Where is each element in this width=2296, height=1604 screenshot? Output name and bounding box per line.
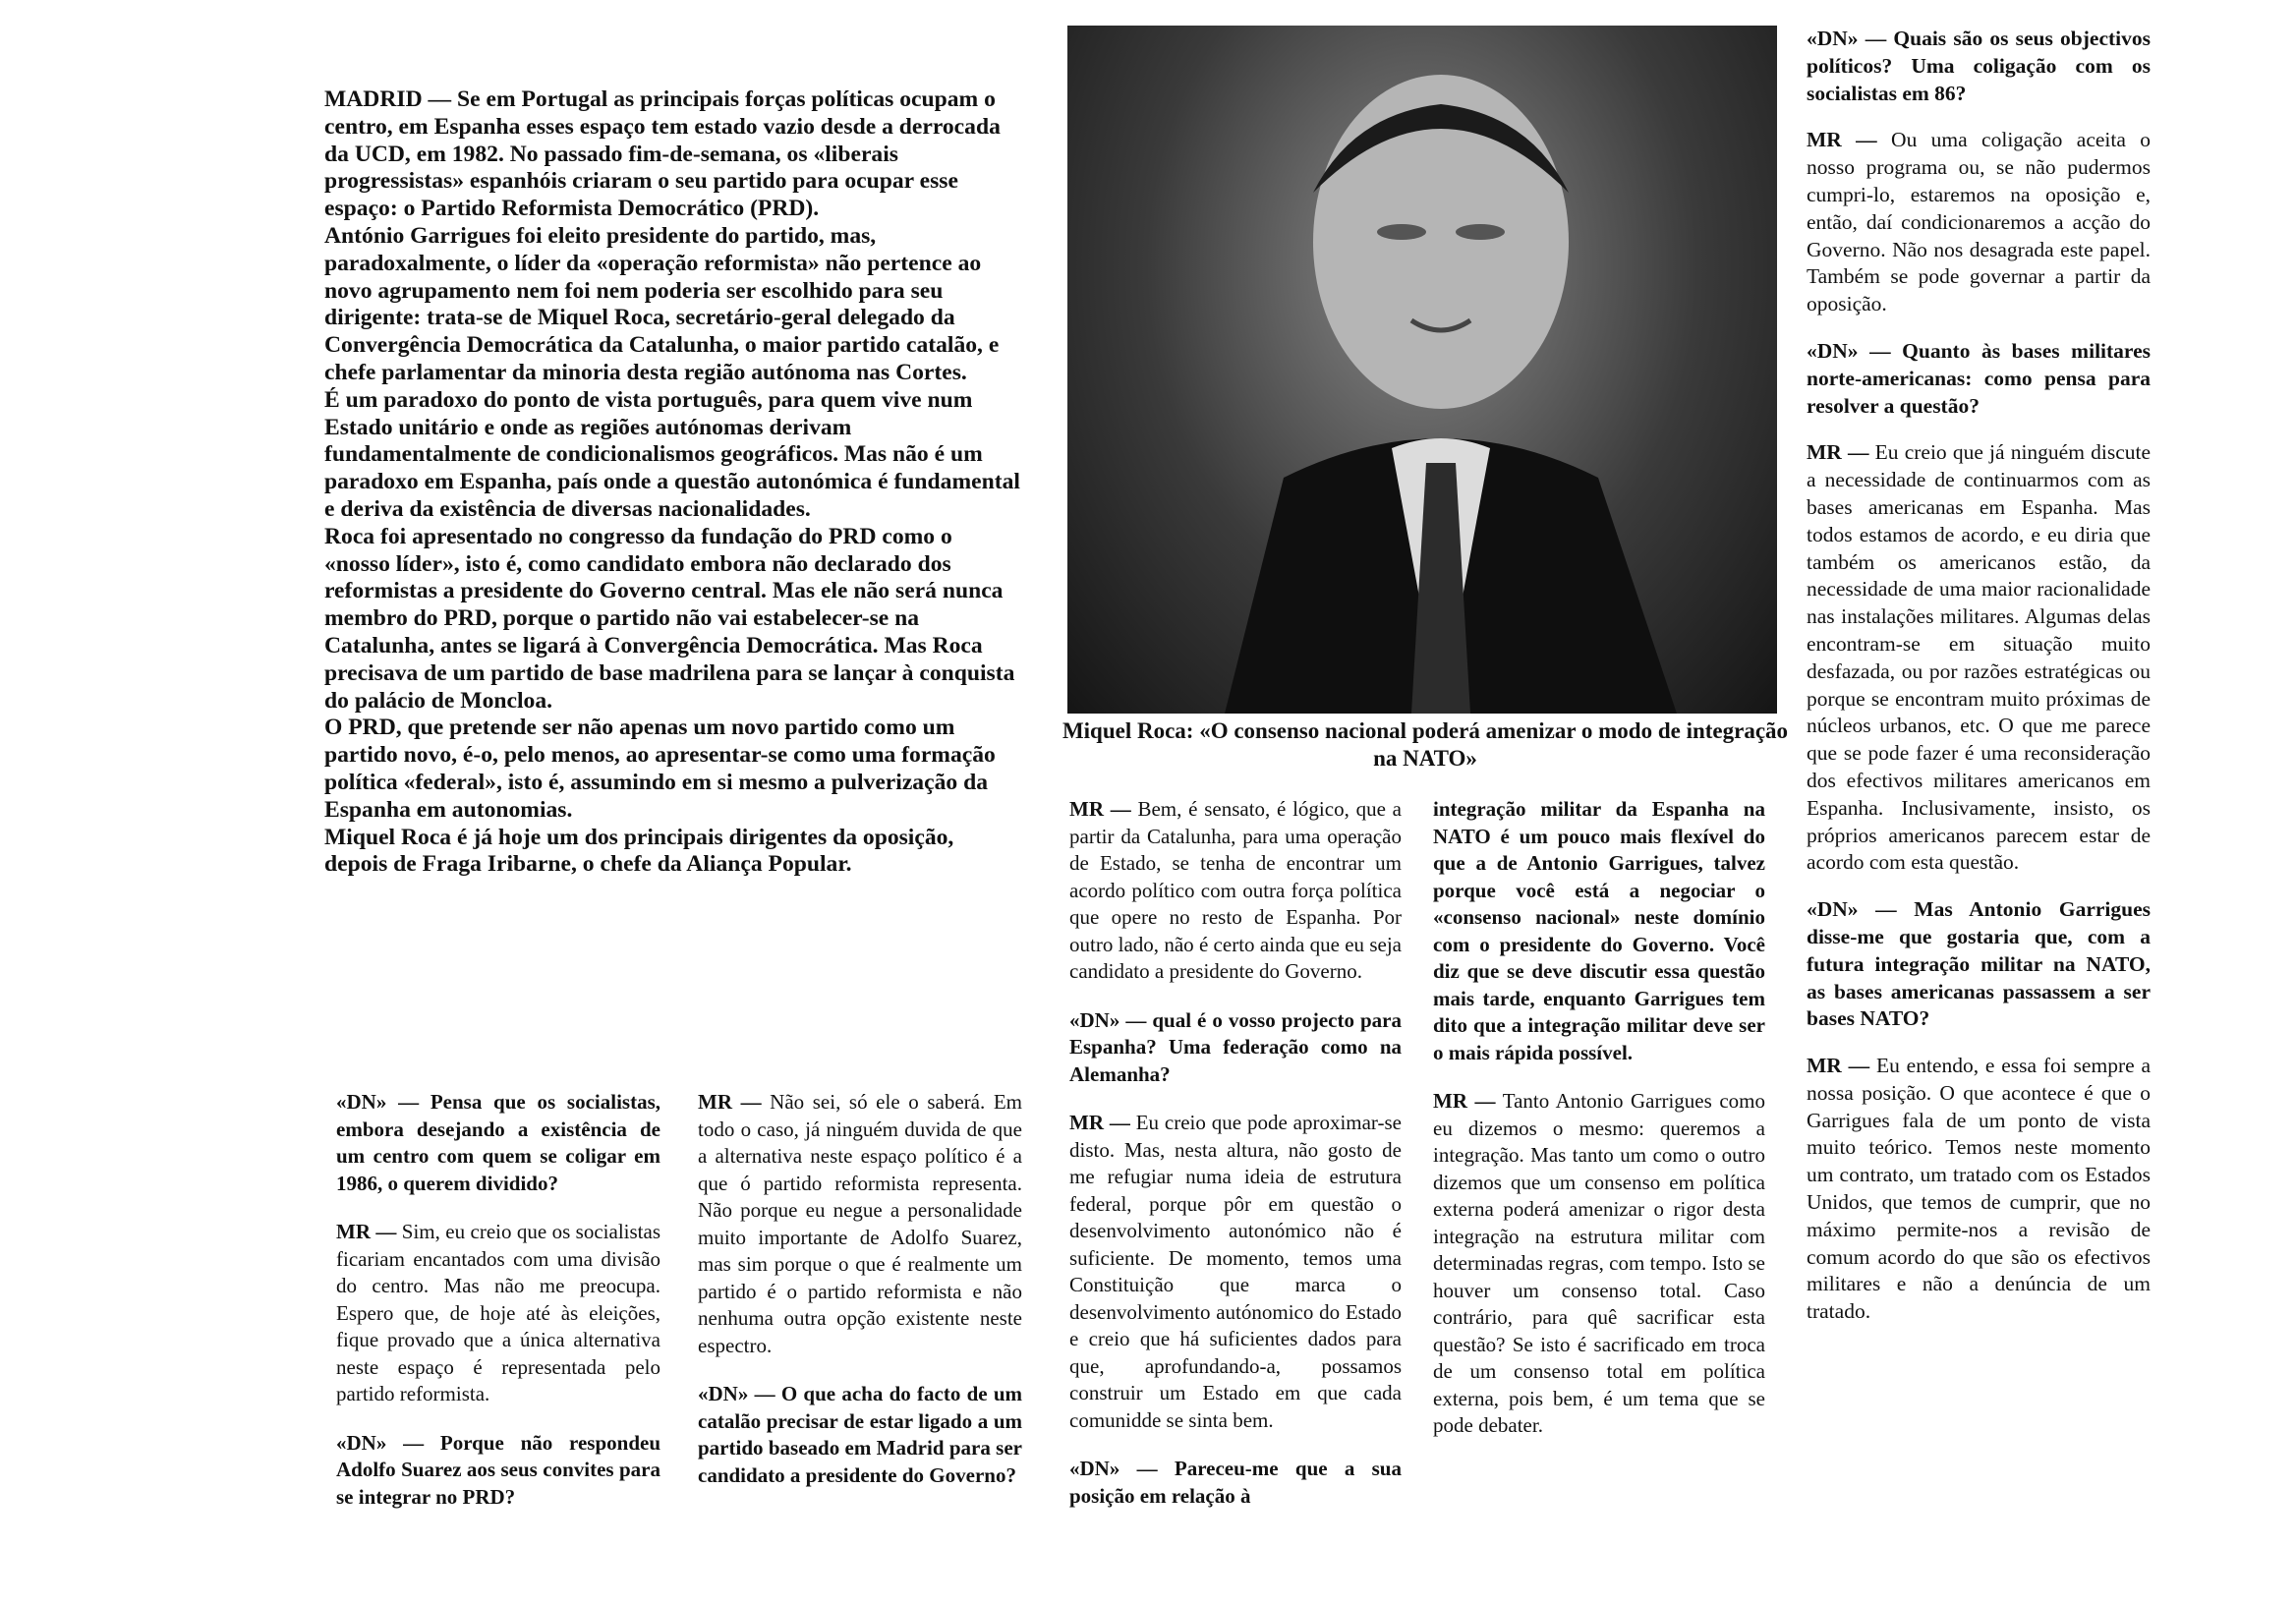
answer-text: Eu creio que já ninguém discute a necessidade de continuarmos com as bases americanas em Espanha. Mas todos estamos de acordo, e eu diria que também os americanos estão, da necessidade de uma maior racionalidade nas instalações militares. Algumas delas encontram-se em situação muito desfazada, ou por razões estratégicas ou porque se encontram muito próximas de núcleos urbanos, etc. O que me parece que se pode fazer é uma reconsideração dos efectivos militares americanos em Espanha. Inclusivamente, insisto, os próprios americanos parecem estar de acordo com esta questão.: [1807, 440, 2151, 875]
answer: [1069, 796, 1402, 986]
intro-paragraph: Roca foi apresentado no congresso da fundação do PRD como o «nosso líder», isto é, como candidato embora não declarado dos reformistas a presidente do Governo central. Mas ele não será nunca membro do PRD, porque o partido não vai estabelecer-se na Catalunha, antes se ligará à Convergência Democrática. Mas Roca precisava de um partido de base madrilena para se lançar à conquista do palácio de Moncloa.: [324, 523, 1015, 714]
question: «DN» — Pareceu-me que a sua posição em relação à: [1069, 1457, 1402, 1508]
answer: [1069, 1110, 1402, 1434]
photo-caption: Miquel Roca: «O consenso nacional poderá amenizar o modo de integração na NATO»: [1062, 718, 1789, 771]
intro-paragraph: MADRID — Se em Portugal as principais forças políticas ocupam o centro, em Espanha esses espaço tem estado vazio desde a derrocada da UCD, em 1982. No passado fim-de-semana, os «liberais progressistas» espanhóis criaram o seu partido para ocupar esse espaço: o Partido Reformista Democrático (PRD).: [324, 86, 1001, 222]
question: «DN» — O que acha do facto de um catalão precisar de estar ligado a um partido baseado em Madrid para ser candidato a presidente do Governo?: [698, 1382, 1022, 1487]
answer-text: Bem, é sensato, é lógico, que a partir da Catalunha, para uma operação de Estado, se tenha de encontrar um acordo político com outra força política que opere no resto de Espanha. Por outro lado, não é certo ainda que eu seja candidato a presidente do Governo.: [1069, 797, 1402, 983]
intro-paragraph: António Garrigues foi eleito presidente do partido, mas, paradoxalmente, o líder da «operação reformista» não pertence ao novo agrupamento nem foi nem poderia ser escolhido para seu dirigente: trata-se de Miquel Roca, secretário-geral delegado da Convergência Democrática da Catalunha, o maior partido catalão, e chefe parlamentar da minoria desta região autónoma nas Cortes.: [324, 222, 1000, 385]
interview-column-2: [698, 1089, 1022, 1511]
interview-column-3: [1069, 796, 1402, 1531]
interview-column-1: [336, 1089, 660, 1532]
question: «DN» — Pensa que os socialistas, embora desejando a existência de um centro com quem se coligar em 1986, o querem dividido?: [336, 1090, 660, 1195]
question: «DN» — Mas Antonio Garrigues disse-me que gostaria que, com a futura integração militar na NATO, as bases americanas passassem a ser bases NATO?: [1807, 897, 2151, 1031]
answer: [1807, 439, 2151, 877]
answer-lead: MR —: [1807, 1054, 1870, 1078]
answer: [336, 1219, 660, 1408]
portrait-figure-icon: [1067, 26, 1777, 714]
question: «DN» — Quais são os seus objectivos políticos? Uma coligação com os socialistas em 86?: [1807, 27, 2151, 105]
answer: [1807, 1053, 2151, 1326]
answer-lead: MR —: [698, 1090, 762, 1114]
answer-text: Tanto Antonio Garrigues como eu dizemos o mesmo: queremos a integração. Mas tanto um como o outro dizemos que um consenso em política externa poderá amenizar o rigor desta integração na estrutura militar com determinadas regras, com tempo. Isto se houver um consenso total. Caso contrário, para quê sacrificar esta questão? Se isto é sacrificado em troca de um consenso total em política externa, pois bem, é um tema que se pode debater.: [1433, 1089, 1765, 1437]
answer-lead: MR —: [1069, 1111, 1130, 1134]
answer-text: Eu entendo, e essa foi sempre a nossa posição. O que acontece é que o Garrigues fala de um ponto de vista muito teórico. Temos neste momento um contrato, um tratado com os Estados Unidos, que temos de cumprir, que no máximo permite-nos a revisão de comum acordo do que são os efectivos militares e não a denúncia de um tratado.: [1807, 1054, 2151, 1324]
question: «DN» — qual é o vosso projecto para Espanha? Uma federação como na Alemanha?: [1069, 1007, 1402, 1086]
answer: [1433, 1088, 1765, 1440]
portrait-photo: [1067, 26, 1777, 714]
intro-paragraph: O PRD, que pretende ser não apenas um novo partido como um partido novo, é-o, pelo menos, ao apresentar-se como uma formação política «federal», isto é, assumindo em si mesmo a pulverização da Espanha em autonomias.: [324, 715, 996, 823]
answer-text: Eu creio que pode aproximar-se disto. Mas, nesta altura, não gosto de me refugiar numa ideia de estrutura federal, porque pôr em questão o desenvolvimento autonómico não é suficiente. De momento, temos uma Constituição que marca o desenvolvimento autónomico do Estado e creio que há suficientes dados para que, aprofundando-a, possamos construir um Estado em que cada comunidde se sinta bem.: [1069, 1111, 1402, 1432]
answer-lead: MR —: [1807, 128, 1877, 152]
answer: [698, 1089, 1022, 1359]
answer-lead: MR —: [336, 1220, 397, 1243]
question-continuation: integração militar da Espanha na NATO é um pouco mais flexível do que a de Antonio Garrigues, talvez porque você está a negociar o «consenso nacional» neste domínio com o presidente do Governo. Você diz que se deve discutir essa questão mais tarde, enquanto Garrigues tem dito que a integração militar deve ser o mais rápida possível.: [1433, 797, 1765, 1064]
answer-text: Ou uma coligação aceita o nosso programa ou, se não pudermos cumpri-lo, estaremos na oposição e, então, daí condicionaremos a acção do Governo. Não nos desagrada este papel. Também se pode governar a partir da oposição.: [1807, 128, 2152, 316]
answer-lead: MR —: [1807, 440, 1869, 465]
intro-text: [324, 86, 1022, 879]
intro-paragraph: Miquel Roca é já hoje um dos principais dirigentes da oposição, depois de Fraga Iribarne, o chefe da Aliança Popular.: [324, 824, 954, 878]
answer: [1807, 127, 2151, 318]
question: «DN» — Porque não respondeu Adolfo Suarez aos seus convites para se integrar no PRD?: [336, 1430, 660, 1509]
question: «DN» — Quanto às bases militares norte-americanas: como pensa para resolver a questão?: [1807, 338, 2151, 418]
answer-lead: MR —: [1069, 797, 1131, 821]
intro-paragraph: É um paradoxo do ponto de vista português, para quem vive num Estado unitário e onde as regiões autónomas derivam fundamentalmente de condicionalismos geográficos. Mas não é um paradoxo em Espanha, país onde a questão autonómica é fundamental e deriva da existência de diversas nacionalidades.: [324, 386, 1020, 522]
answer-lead: MR —: [1433, 1089, 1496, 1113]
answer-text: Não sei, só ele o saberá. Em todo o caso, já ninguém duvida de que a alternativa neste espaço político é a que ó partido reformista representa. Não porque eu negue a personalidade muito importante de Adolfo Suarez, mas sim porque o que é realmente um partido é o partido reformista e não nenhuma outra opção existente neste espectro.: [698, 1090, 1022, 1357]
answer-text: Sim, eu creio que os socialistas ficariam encantados com uma divisão do centro. Mas não me preocupa. Espero que, de hoje até às eleições, fique provado que a única alternativa neste espaço é representada pelo partido reformista.: [336, 1220, 660, 1405]
interview-column-5: [1807, 26, 2151, 1346]
interview-column-4: [1433, 796, 1765, 1461]
